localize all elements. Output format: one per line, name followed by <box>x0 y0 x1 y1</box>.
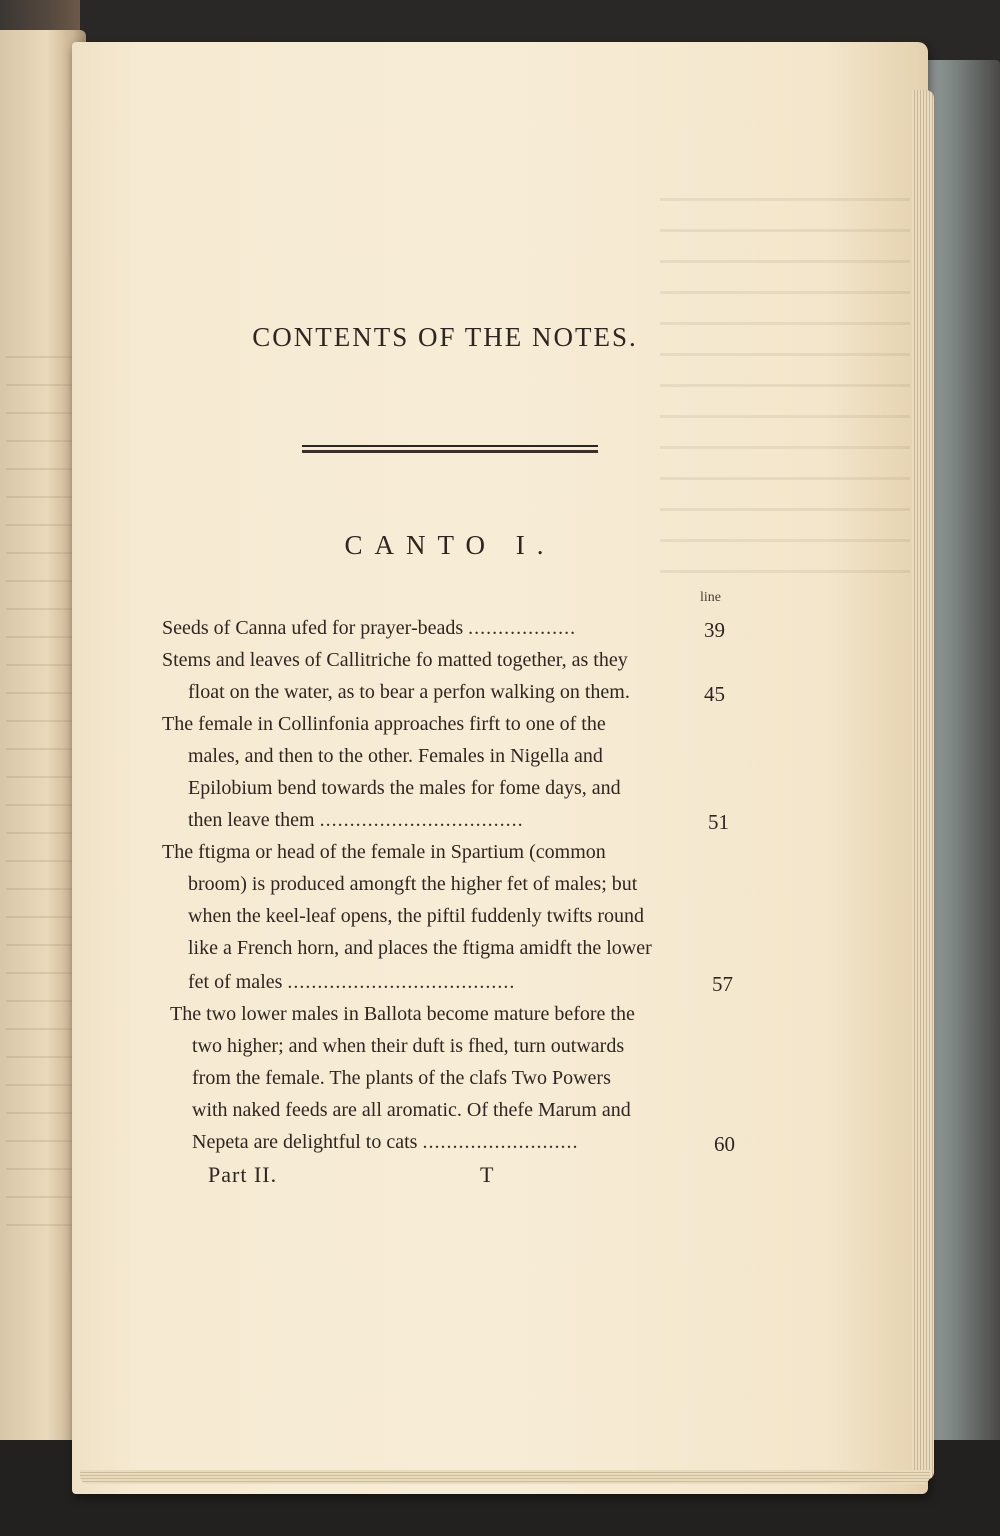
rule-thick <box>302 450 598 453</box>
entry-line <box>192 1126 658 1158</box>
line-number: 51 <box>708 810 729 834</box>
entry-line: The female in Collinfonia approaches firft to one of the <box>162 713 606 735</box>
page-heading: CONTENTS OF THE NOTES. <box>252 322 638 352</box>
footer-part-label: Part II. <box>208 1162 278 1187</box>
entry-line <box>188 966 677 998</box>
entry-text: Seeds of Canna ufed for prayer-beads <box>162 617 464 639</box>
entry-line: The two lower males in Ballota become mature before the <box>170 1003 635 1025</box>
facing-page-show-through <box>6 330 76 1230</box>
entry-line: Stems and leaves of Callitriche fo matted together, as they <box>162 649 628 671</box>
entry-line: when the keel-leaf opens, the piftil fuddenly twifts round <box>188 905 644 927</box>
entry-line: males, and then to the other. Females in Nigella and <box>188 745 603 767</box>
entry-line: two higher; and when their duft is fhed, turn outwards <box>192 1035 625 1057</box>
line-column-label: line <box>700 590 721 605</box>
entry-text: Nepeta are delightful to cats <box>192 1131 418 1153</box>
page-fore-edge <box>912 90 934 1480</box>
page-tail-edge <box>80 1470 930 1484</box>
leader-dots: .................................. <box>319 809 524 831</box>
leader-dots: .................. <box>468 617 577 639</box>
line-number: 39 <box>704 618 725 642</box>
show-through-text <box>660 170 910 590</box>
signature-mark: T <box>480 1162 495 1187</box>
entry-line: like a French horn, and places the ftigma amidft the lower <box>188 937 652 959</box>
line-number: 60 <box>714 1132 735 1156</box>
entry-line <box>162 612 638 644</box>
entry-line: float on the water, as to bear a perfon walking on them. <box>188 681 630 703</box>
rule-thin <box>302 445 598 447</box>
line-number: 57 <box>712 972 733 996</box>
entry-text: then leave them <box>188 809 315 831</box>
line-number: 45 <box>704 682 725 706</box>
entry-line: with naked feeds are all aromatic. Of thefe Marum and <box>192 1099 631 1121</box>
entry-line: broom) is produced amongft the higher fet of males; but <box>188 873 638 895</box>
entry-line: from the female. The plants of the clafs Two Powers <box>192 1067 611 1089</box>
entry-line: Epilobium bend towards the males for fome days, and <box>188 777 621 799</box>
double-rule-divider <box>302 445 598 454</box>
entry-text: fet of males <box>188 971 283 993</box>
leader-dots: .......................... <box>422 1131 579 1153</box>
entry-line: The ftigma or head of the female in Spartium (common <box>162 841 606 863</box>
canto-heading: CANTO I. <box>344 530 556 560</box>
leader-dots: ...................................... <box>287 971 516 993</box>
entry-line <box>188 804 665 836</box>
